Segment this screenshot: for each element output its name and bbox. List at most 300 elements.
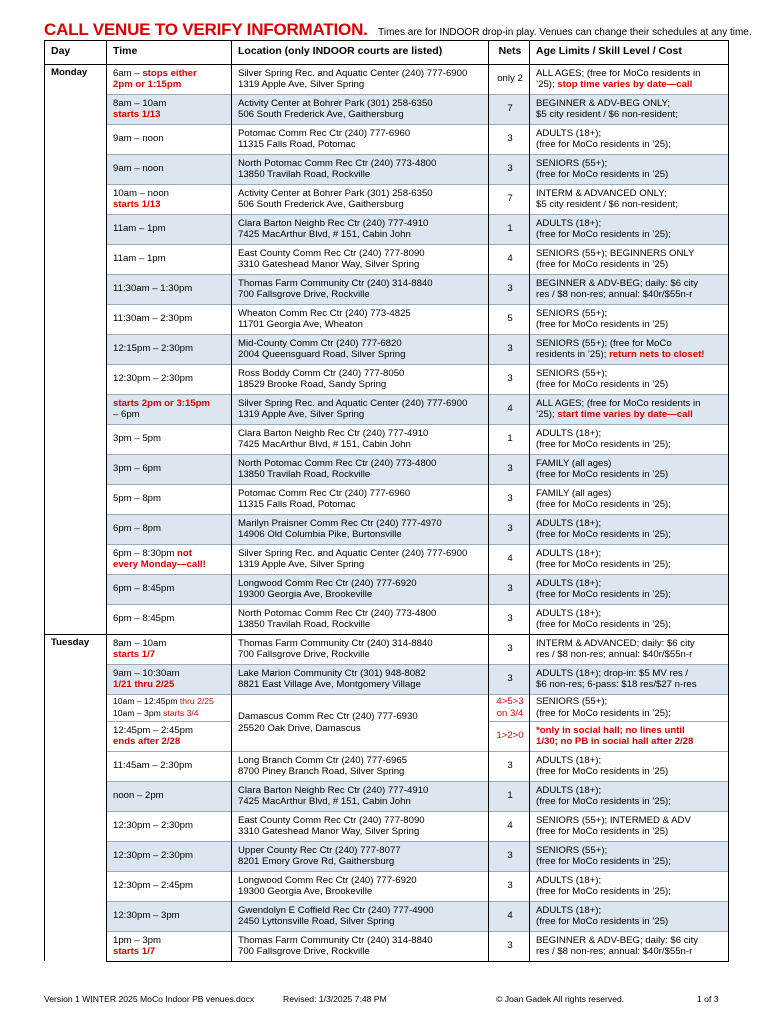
cell-text: (free for MoCo residents in ’25); <box>536 559 671 570</box>
nets-cell <box>489 64 530 94</box>
time-cell <box>107 544 232 574</box>
location-cell <box>232 604 489 634</box>
age-cell <box>530 514 729 544</box>
time-cell <box>107 94 232 124</box>
table-row <box>45 364 729 394</box>
location-cell <box>232 514 489 544</box>
cell-text: 3310 Gateshead Manor Way, Silver Spring <box>238 826 420 837</box>
cell-text: (free for MoCo residents in ’25); <box>536 886 671 897</box>
header-subtitle: Times are for INDOOR drop-in play. Venues can change their schedules at any time. <box>378 27 752 38</box>
table-row <box>45 394 729 424</box>
cell-text: 2pm or 1:15pm <box>113 79 182 90</box>
day-cell: Tuesday <box>45 634 107 961</box>
time-cell <box>107 721 232 751</box>
cell-text: 11am – 1pm <box>113 223 166 235</box>
cell-text: 8am – 10am <box>113 637 167 649</box>
cell-text: – 6pm <box>113 409 140 420</box>
table-row <box>45 514 729 544</box>
cell-text: ADULTS (18+); <box>536 904 602 916</box>
cell-text: Longwood Comm Rec Ctr (240) 777-6920 <box>238 874 417 886</box>
nets-cell <box>489 544 530 574</box>
location-cell <box>232 574 489 604</box>
nets-cell <box>489 694 530 721</box>
age-cell <box>530 871 729 901</box>
age-cell <box>530 364 729 394</box>
cell-text: 2004 Queensguard Road, Silver Spring <box>238 349 406 360</box>
table-body <box>45 64 729 961</box>
cell-text: Damascus Comm Rec Ctr (240) 777-6930 <box>238 711 418 722</box>
cell-text: starts 1/7 <box>113 649 156 660</box>
cell-text: Thomas Farm Community Ctr (240) 314-8840 <box>238 934 433 946</box>
cell-text: 3 <box>507 613 513 625</box>
cell-text: ADULTS (18+); <box>536 577 602 589</box>
cell-text: Gwendolyn E Coffield Rec Ctr (240) 777-4900 <box>238 904 434 916</box>
cell-text: 8am – 10am <box>113 97 167 109</box>
nets-cell <box>489 634 530 664</box>
cell-text: 3pm – 5pm <box>113 433 161 445</box>
cell-text: 506 South Frederick Ave, Gaithersburg <box>238 109 404 120</box>
time-cell <box>107 514 232 544</box>
cell-text: 5pm – 8pm <box>113 493 161 505</box>
cell-text: North Potomac Comm Rec Ctr (240) 773-4800 <box>238 607 437 619</box>
table-row <box>45 64 729 94</box>
cell-text: 3 <box>507 463 513 475</box>
cell-text: North Potomac Comm Rec Ctr (240) 773-4800 <box>238 157 437 169</box>
cell-text: noon – 2pm <box>113 790 164 802</box>
cell-text: 10am – 3pm <box>113 707 161 718</box>
time-cell <box>107 184 232 214</box>
time-cell <box>107 604 232 634</box>
cell-text: 25520 Oak Drive, Damascus <box>238 722 361 734</box>
location-cell <box>232 124 489 154</box>
cell-text: 18529 Brooke Road, Sandy Spring <box>238 379 387 390</box>
cell-text: 3 <box>507 850 513 862</box>
location-cell <box>232 811 489 841</box>
nets-cell <box>489 244 530 274</box>
age-cell <box>530 931 729 961</box>
cell-text: ’25); <box>536 409 555 420</box>
cell-text: 10am – noon <box>113 187 170 199</box>
age-cell <box>530 841 729 871</box>
age-cell <box>530 604 729 634</box>
nets-cell <box>489 901 530 931</box>
cell-text: 3 <box>507 343 513 355</box>
cell-text: (free for MoCo residents in ’25); <box>536 796 671 807</box>
nets-cell <box>489 274 530 304</box>
cell-text: 4 <box>507 553 513 565</box>
time-cell <box>107 871 232 901</box>
day-cell: Monday <box>45 64 107 634</box>
cell-text: Long Branch Comm Ctr (240) 777-6965 <box>238 754 408 766</box>
age-cell <box>530 811 729 841</box>
cell-text: res / $8 non-res; annual: $40r/$55n-r <box>536 649 693 660</box>
cell-text: starts 1/7 <box>113 946 156 957</box>
cell-text: 1 <box>507 790 513 802</box>
age-cell <box>530 244 729 274</box>
cell-text: SENIORS (55+); <box>536 367 608 379</box>
cell-text: 11am – 1pm <box>113 253 166 265</box>
time-cell <box>107 394 232 424</box>
cell-text: $5 city resident / $6 non-resident; <box>536 199 678 210</box>
cell-text: (free for MoCo residents in ’25) <box>536 259 669 270</box>
time-cell <box>107 424 232 454</box>
time-cell <box>107 751 232 781</box>
cell-text: Mid-County Comm Ctr (240) 777-6820 <box>238 337 402 349</box>
nets-cell <box>489 424 530 454</box>
cell-text: (free for MoCo residents in ’25); <box>536 707 671 719</box>
cell-text: (free for MoCo residents in ’25); <box>536 439 671 450</box>
cell-text: ADULTS (18+); <box>536 547 602 559</box>
cell-text: 8201 Emory Grove Rd, Gaithersburg <box>238 856 395 867</box>
table-row <box>45 931 729 961</box>
cell-text: (free for MoCo residents in ’25) <box>536 916 669 927</box>
cell-text: 3 <box>507 493 513 505</box>
cell-text: ADULTS (18+); <box>536 607 602 619</box>
cell-text: 1>2>0 <box>496 730 524 742</box>
age-cell <box>530 664 729 694</box>
nets-cell <box>489 871 530 901</box>
location-cell <box>232 334 489 364</box>
cell-text: on 3/4 <box>496 707 524 719</box>
age-cell <box>530 154 729 184</box>
table-row <box>45 574 729 604</box>
cell-text: ADULTS (18+); <box>536 127 602 139</box>
table-row <box>45 454 729 484</box>
cell-text: ADULTS (18+); <box>536 874 602 886</box>
location-cell <box>232 871 489 901</box>
cell-text: 1 <box>507 433 513 445</box>
cell-text: residents in ’25); <box>536 349 607 360</box>
table-row <box>45 901 729 931</box>
cell-text: SENIORS (55+); INTERMED & ADV <box>536 814 691 826</box>
time-cell <box>107 664 232 694</box>
cell-text: FAMILY (all ages) <box>536 487 612 499</box>
cell-text: (free for MoCo residents in ’25) <box>536 379 669 390</box>
time-cell <box>107 931 232 961</box>
table-row <box>45 811 729 841</box>
cell-text: (free for MoCo residents in ’25); <box>536 619 671 630</box>
location-cell <box>232 94 489 124</box>
age-cell <box>530 184 729 214</box>
cell-text: Marilyn Praisner Comm Rec Ctr (240) 777-4970 <box>238 517 442 529</box>
cell-text: (free for MoCo residents in ’25) <box>536 319 669 330</box>
cell-text: BEGINNER & ADV-BEG; daily: $6 city <box>536 934 699 946</box>
age-cell <box>530 901 729 931</box>
cell-text: return nets to closet! <box>609 349 705 360</box>
time-cell <box>107 214 232 244</box>
age-cell <box>530 304 729 334</box>
table-row <box>45 244 729 274</box>
cell-text: 4 <box>507 403 513 415</box>
location-cell <box>232 394 489 424</box>
cell-text: 11701 Georgia Ave, Wheaton <box>238 319 363 330</box>
table-row <box>45 274 729 304</box>
location-cell <box>232 274 489 304</box>
cell-text: Wheaton Comm Rec Ctr (240) 773-4825 <box>238 307 411 319</box>
col-day: Day <box>45 41 107 65</box>
time-cell <box>107 484 232 514</box>
cell-text: Thomas Farm Community Ctr (240) 314-8840 <box>238 277 433 289</box>
cell-text: SENIORS (55+); <box>536 307 608 319</box>
cell-text: (free for MoCo residents in ’25); <box>536 499 671 510</box>
cell-text: not <box>177 547 192 559</box>
cell-text: SENIORS (55+); <box>536 696 608 707</box>
nets-cell <box>489 454 530 484</box>
cell-text: 11:45am – 2:30pm <box>113 760 193 772</box>
table-row <box>45 694 729 721</box>
table-row <box>45 604 729 634</box>
cell-text: 3 <box>507 373 513 385</box>
cell-text: 4 <box>507 910 513 922</box>
cell-text: 13850 Travilah Road, Rockville <box>238 619 371 630</box>
age-cell <box>530 721 729 751</box>
cell-text: Silver Spring Rec. and Aquatic Center (240) 777-6900 <box>238 547 468 559</box>
cell-text: 9am – noon <box>113 163 164 175</box>
cell-text: 3 <box>507 163 513 175</box>
cell-text: 10am – 12:45pm <box>113 696 178 706</box>
age-cell <box>530 544 729 574</box>
time-cell <box>107 154 232 184</box>
time-cell <box>107 274 232 304</box>
cell-text: starts 1/13 <box>113 109 161 120</box>
nets-cell <box>489 811 530 841</box>
schedule-table <box>44 40 729 962</box>
cell-text: res / $8 non-res; annual: $40r/$55n-r <box>536 289 693 300</box>
cell-text: ALL AGES; (free for MoCo residents in <box>536 397 701 409</box>
cell-text: res / $8 non-res; annual: $40r/$55n-r <box>536 946 693 957</box>
time-cell <box>107 124 232 154</box>
cell-text: Activity Center at Bohrer Park (301) 258-6350 <box>238 97 433 109</box>
nets-cell <box>489 781 530 811</box>
cell-text: ADULTS (18+); <box>536 784 602 796</box>
cell-text: 11:30am – 1:30pm <box>113 283 193 295</box>
table-row <box>45 184 729 214</box>
cell-text: (free for MoCo residents in ’25) <box>536 469 669 480</box>
nets-cell <box>489 751 530 781</box>
cell-text: 2450 Lyttonsville Road, Silver Spring <box>238 916 395 927</box>
cell-text: 11315 Falls Road, Potomac <box>238 499 356 510</box>
cell-text: 6pm – 8pm <box>113 523 161 535</box>
cell-text: FAMILY (all ages) <box>536 457 612 469</box>
cell-text: North Potomac Comm Rec Ctr (240) 773-4800 <box>238 457 437 469</box>
cell-text: 3 <box>507 760 513 772</box>
cell-text: ADULTS (18+); drop-in: $5 MV res / <box>536 667 689 679</box>
cell-text: 12:45pm – 2:45pm <box>113 724 194 736</box>
cell-text: 7425 MacArthur Blvd, # 151, Cabin John <box>238 439 411 450</box>
cell-text: 7 <box>507 103 513 115</box>
nets-cell <box>489 304 530 334</box>
location-cell <box>232 424 489 454</box>
location-cell <box>232 244 489 274</box>
cell-text: starts 3/4 <box>163 707 199 718</box>
cell-text: INTERM & ADVANCED; daily: $6 city <box>536 637 695 649</box>
cell-text: (free for MoCo residents in ’25); <box>536 529 671 540</box>
age-cell <box>530 334 729 364</box>
cell-text: BEGINNER & ADV-BEG ONLY; <box>536 97 671 109</box>
nets-cell <box>489 484 530 514</box>
time-cell <box>107 694 232 721</box>
cell-text: SENIORS (55+); BEGINNERS ONLY <box>536 247 695 259</box>
cell-text: every Monday—call! <box>113 559 206 570</box>
time-cell <box>107 454 232 484</box>
time-cell <box>107 64 232 94</box>
cell-text: 11315 Falls Road, Potomac <box>238 139 356 150</box>
cell-text: 9am – 10:30am <box>113 667 180 679</box>
cell-text: 3 <box>507 643 513 655</box>
cell-text: Thomas Farm Community Ctr (240) 314-8840 <box>238 637 433 649</box>
location-cell <box>232 64 489 94</box>
age-cell <box>530 94 729 124</box>
age-cell <box>530 574 729 604</box>
cell-text: 14906 Old Columbia Pike, Burtonsville <box>238 529 402 540</box>
nets-cell <box>489 604 530 634</box>
table-row <box>45 634 729 664</box>
cell-text: 12:30pm – 2:30pm <box>113 373 194 385</box>
cell-text: 4 <box>507 253 513 265</box>
table-row <box>45 334 729 364</box>
cell-text: 1/21 thru 2/25 <box>113 679 175 690</box>
cell-text: 8700 Piney Branch Road, Silver Spring <box>238 766 405 777</box>
cell-text: only 2 <box>497 73 523 85</box>
cell-text: 12:30pm – 2:45pm <box>113 880 194 892</box>
cell-text: 506 South Frederick Ave, Gaithersburg <box>238 199 404 210</box>
cell-text: 3 <box>507 880 513 892</box>
age-cell <box>530 424 729 454</box>
location-cell <box>232 304 489 334</box>
cell-text: *only in social hall; no lines until <box>536 724 685 736</box>
time-cell <box>107 781 232 811</box>
cell-text: 4 <box>507 820 513 832</box>
cell-text: Activity Center at Bohrer Park (301) 258-6350 <box>238 187 433 199</box>
footer-revised: Revised: 1/3/2025 7:48 PM <box>283 994 387 1004</box>
location-cell <box>232 454 489 484</box>
time-cell <box>107 364 232 394</box>
cell-text: Silver Spring Rec. and Aquatic Center (240) 777-6900 <box>238 397 468 409</box>
footer-copyright: © Joan Gadek All rights reserved. <box>496 994 625 1004</box>
age-cell <box>530 214 729 244</box>
nets-cell <box>489 94 530 124</box>
nets-cell <box>489 841 530 871</box>
table-header-row <box>45 41 729 65</box>
cell-text: ADULTS (18+); <box>536 427 602 439</box>
nets-cell <box>489 184 530 214</box>
nets-cell <box>489 931 530 961</box>
cell-text: 700 Fallsgrove Drive, Rockville <box>238 289 370 300</box>
age-cell <box>530 751 729 781</box>
cell-text: (free for MoCo residents in ’25) <box>536 766 669 777</box>
cell-text: (free for MoCo residents in ’25); <box>536 856 671 867</box>
location-cell <box>232 931 489 961</box>
col-time: Time <box>107 41 232 65</box>
time-cell <box>107 304 232 334</box>
cell-text: Lake Marion Community Ctr (301) 948-8082 <box>238 667 426 679</box>
table-row <box>45 751 729 781</box>
cell-text: SENIORS (55+); <box>536 157 608 169</box>
cell-text: 13850 Travilah Road, Rockville <box>238 469 371 480</box>
page-header <box>44 20 752 40</box>
cell-text: 3 <box>507 133 513 145</box>
cell-text: Silver Spring Rec. and Aquatic Center (240) 777-6900 <box>238 67 468 79</box>
col-age: Age Limits / Skill Level / Cost <box>530 41 729 65</box>
table-row <box>45 124 729 154</box>
age-cell <box>530 64 729 94</box>
location-cell <box>232 751 489 781</box>
nets-cell <box>489 664 530 694</box>
age-cell <box>530 454 729 484</box>
age-cell <box>530 694 729 721</box>
table-row <box>45 214 729 244</box>
cell-text: 3 <box>507 673 513 685</box>
cell-text: 3 <box>507 583 513 595</box>
location-cell <box>232 841 489 871</box>
cell-text: INTERM & ADVANCED ONLY; <box>536 187 667 199</box>
cell-text: ADULTS (18+); <box>536 754 602 766</box>
cell-text: (free for MoCo residents in ’25); <box>536 229 671 240</box>
time-cell <box>107 244 232 274</box>
nets-cell <box>489 574 530 604</box>
table-row <box>45 484 729 514</box>
cell-text: ADULTS (18+); <box>536 217 602 229</box>
cell-text: start time varies by date—call <box>557 409 693 420</box>
cell-text: Ross Boddy Comm Ctr (240) 777-8050 <box>238 367 405 379</box>
table-row <box>45 664 729 694</box>
location-cell <box>232 694 489 751</box>
table-row <box>45 781 729 811</box>
col-nets: Nets <box>489 41 530 65</box>
cell-text: 8821 East Village Ave, Montgomery Village <box>238 679 421 690</box>
footer-page: 1 of 3 <box>697 994 719 1004</box>
age-cell <box>530 781 729 811</box>
nets-cell <box>489 514 530 544</box>
cell-text: Clara Barton Neighb Rec Ctr (240) 777-4910 <box>238 427 429 439</box>
time-cell <box>107 634 232 664</box>
table-row <box>45 94 729 124</box>
age-cell <box>530 634 729 664</box>
cell-text: thru 2/25 <box>179 696 214 706</box>
footer-filename: Version 1 WINTER 2025 MoCo Indoor PB venues.docx <box>44 994 255 1004</box>
age-cell <box>530 124 729 154</box>
cell-text: stops either <box>142 67 197 79</box>
location-cell <box>232 781 489 811</box>
cell-text: SENIORS (55+); (free for MoCo <box>536 337 672 349</box>
cell-text: 13850 Travilah Road, Rockville <box>238 169 371 180</box>
table-row <box>45 841 729 871</box>
table-row <box>45 544 729 574</box>
col-location: Location (only INDOOR courts are listed) <box>232 41 489 65</box>
cell-text: 3 <box>507 523 513 535</box>
cell-text: Clara Barton Neighb Rec Ctr (240) 777-4910 <box>238 217 429 229</box>
cell-text: 1319 Apple Ave, Silver Spring <box>238 79 365 90</box>
cell-text: 7425 MacArthur Blvd, # 151, Cabin John <box>238 229 411 240</box>
cell-text: 4>5>3 <box>496 696 524 707</box>
cell-text: 1319 Apple Ave, Silver Spring <box>238 409 365 420</box>
cell-text: 6pm – 8:45pm <box>113 583 175 595</box>
location-cell <box>232 634 489 664</box>
location-cell <box>232 214 489 244</box>
location-cell <box>232 484 489 514</box>
cell-text: 1 <box>507 223 513 235</box>
cell-text: 5 <box>507 313 513 325</box>
cell-text: 9am – noon <box>113 133 164 145</box>
nets-cell <box>489 124 530 154</box>
cell-text: 19300 Georgia Ave, Brookeville <box>238 589 373 600</box>
cell-text: 6pm – 8:30pm <box>113 547 175 559</box>
location-cell <box>232 664 489 694</box>
cell-text: Potomac Comm Rec Ctr (240) 777-6960 <box>238 127 411 139</box>
cell-text: (free for MoCo residents in ’25) <box>536 826 669 837</box>
time-cell <box>107 811 232 841</box>
cell-text: 12:15pm – 2:30pm <box>113 343 194 355</box>
